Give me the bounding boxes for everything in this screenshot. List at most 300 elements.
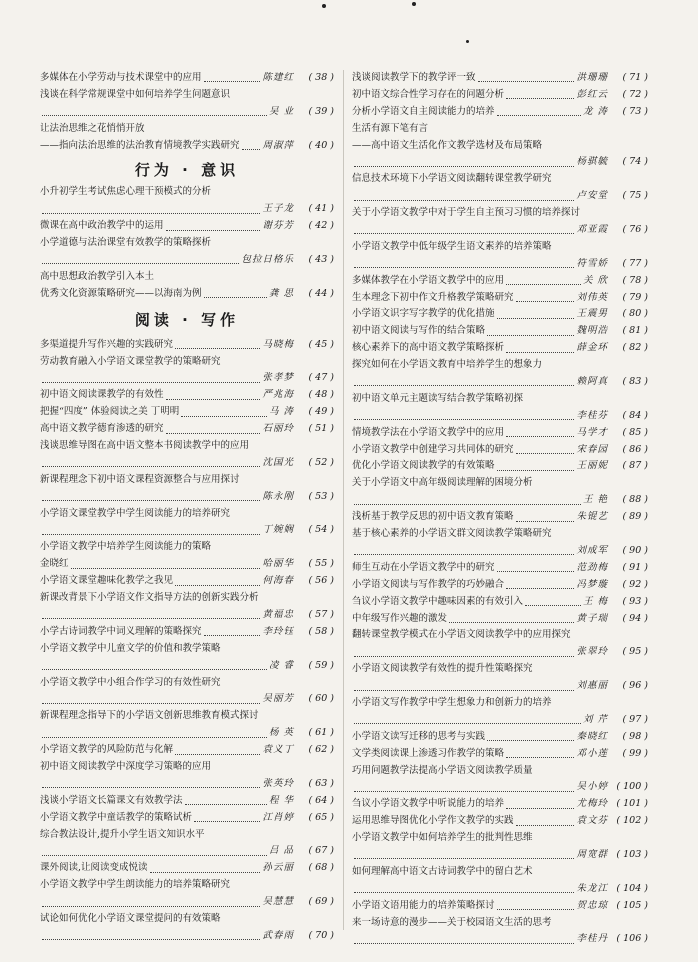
toc-entry (40, 759, 334, 793)
toc-line (352, 104, 648, 121)
author-name: 范劲梅 (576, 561, 608, 573)
dot-leader (166, 425, 261, 435)
toc-entry (352, 661, 648, 695)
page-number: ( 94 ) (622, 612, 648, 624)
article-title: 小学古诗词教学中词义理解的策略探究 (40, 625, 202, 637)
print-speck (412, 2, 416, 6)
article-title: 试论如何优化小学语文课堂提问的有效策略 (40, 912, 221, 924)
dot-leader (354, 648, 574, 658)
toc-line (40, 104, 334, 121)
dot-leader (354, 783, 574, 793)
author-name: 周宽群 (576, 848, 608, 860)
toc-entry (40, 337, 334, 354)
toc-line (40, 70, 334, 87)
author-name: 马学才 (576, 426, 608, 438)
toc-entry (40, 641, 334, 675)
author-name: 关 欣 (582, 274, 608, 286)
page-number: ( 87 ) (622, 460, 648, 472)
article-title: 小学语文阅读与写作教学的巧妙融合 (352, 578, 505, 590)
toc-line (40, 624, 334, 641)
author-name: 邓亚霞 (576, 224, 608, 236)
article-title: 小学语文语用能力的培养策略探讨 (352, 899, 495, 911)
toc-entry (352, 205, 648, 239)
dot-leader (42, 610, 260, 620)
dot-leader (354, 546, 574, 556)
toc-line (40, 472, 334, 489)
page-number: ( 81 ) (622, 325, 648, 337)
toc-entry (40, 269, 334, 303)
author-name: 王震男 (576, 308, 608, 320)
dot-leader (497, 310, 575, 320)
toc-entry (352, 391, 648, 425)
toc-entry (352, 121, 648, 172)
dot-leader (204, 73, 261, 83)
article-title: 小学语文教学中童话教学的策略试析 (40, 811, 193, 823)
article-title: 基于核心素养的小学语文群文阅读教学策略研究 (352, 528, 552, 540)
toc-line (40, 691, 334, 708)
author-name: 袁文芬 (576, 815, 608, 827)
toc-line (352, 915, 648, 932)
toc-line (352, 779, 648, 796)
toc-entry (352, 104, 648, 121)
article-title: 关于小学语文中高年级阅读理解的困境分析 (352, 477, 533, 489)
toc-entry (40, 354, 334, 388)
dot-leader (506, 580, 574, 590)
dot-leader (42, 492, 260, 502)
toc-entry (352, 594, 648, 611)
page-number: ( 48 ) (308, 389, 334, 401)
article-title: 小学语文教学中低年级学生语文素养的培养策略 (352, 240, 552, 252)
toc-line (40, 590, 334, 607)
toc-entry (352, 87, 648, 104)
toc-line (352, 847, 648, 864)
author-name: 杨骐毓 (576, 156, 608, 168)
author-name: 彭红云 (576, 88, 608, 100)
toc-entry (40, 573, 334, 590)
toc-line (352, 695, 648, 712)
print-speck (466, 40, 469, 43)
dot-leader (506, 344, 574, 354)
toc-line (40, 235, 334, 252)
dot-leader (175, 340, 260, 350)
toc-line (40, 810, 334, 827)
page-number: ( 69 ) (308, 896, 334, 908)
toc-line (40, 539, 334, 556)
author-name: 赖阿真 (576, 376, 608, 388)
page-number: ( 39 ) (308, 105, 334, 117)
toc-entry (40, 70, 334, 87)
author-name: 贺忠琼 (576, 899, 608, 911)
page-number: ( 88 ) (622, 494, 648, 506)
dot-leader (516, 513, 575, 523)
article-title: 小学语文识字写字教学的优化措施 (352, 308, 495, 320)
page-number: ( 99 ) (622, 747, 648, 759)
toc-line (352, 543, 648, 560)
author-name: 马晓梅 (262, 338, 294, 350)
page-number: ( 106 ) (616, 933, 648, 945)
toc-line (352, 188, 648, 205)
section-title-behavior: 行为 · 意识 (134, 160, 240, 179)
author-name: 王 梅 (582, 595, 608, 607)
article-title: 探究如何在小学语文教育中培养学生的想象力 (352, 359, 543, 371)
toc-line (40, 489, 334, 506)
dot-leader (166, 222, 261, 232)
toc-line (40, 522, 334, 539)
article-title: 综合教法设计,提升小学生语文知识水平 (40, 828, 205, 840)
toc-line (352, 627, 648, 644)
article-title: 小学语文阅读教学有效性的提升性策略探究 (352, 663, 533, 675)
page-number: ( 71 ) (622, 72, 648, 83)
toc-entry (40, 121, 334, 155)
page-number: ( 41 ) (308, 203, 334, 215)
author-name: 吕 品 (268, 845, 294, 857)
page-number: ( 57 ) (308, 608, 334, 620)
author-name: 程 华 (268, 794, 294, 806)
article-title: 新课改背景下小学语文作文指导方法的创新实践分析 (40, 592, 259, 604)
toc-line (352, 154, 648, 171)
dot-leader (506, 800, 574, 810)
toc-line (40, 269, 334, 286)
page-number: ( 96 ) (622, 680, 648, 692)
dot-leader (42, 661, 267, 671)
toc-entry (40, 675, 334, 709)
author-name: 沈国光 (262, 456, 294, 468)
toc-entry (352, 273, 648, 290)
toc-entry (40, 438, 334, 472)
author-name: 张翠玲 (576, 646, 608, 658)
toc-entry (352, 442, 648, 459)
dot-leader (354, 682, 574, 692)
dot-leader (42, 847, 267, 857)
article-title: 文学类阅读课上渗透习作教学的策略 (352, 747, 505, 759)
author-name: 丁婉娴 (262, 524, 294, 536)
article-title: 让法治思维之花悄悄开放 (40, 122, 145, 134)
toc-entry (40, 624, 334, 641)
toc-line (352, 442, 648, 459)
toc-line (40, 421, 334, 438)
toc-entry (352, 611, 648, 628)
page-number: ( 72 ) (622, 88, 648, 100)
toc-line (352, 729, 648, 746)
article-title: 高中思想政治教学引入本土 (40, 270, 155, 282)
page-number: ( 44 ) (308, 287, 334, 299)
toc-entry (352, 171, 648, 205)
group-2 (40, 184, 334, 302)
toc-line (352, 509, 648, 526)
toc-line (40, 742, 334, 759)
article-subtitle: ——指向法治思维的法治教育情境教学实践研究 (40, 139, 240, 151)
page-number: ( 56 ) (308, 575, 334, 587)
article-title: 关于小学语文教学中对于学生自主预习习惯的培养探讨 (352, 207, 581, 219)
toc-line (352, 239, 648, 256)
toc-line (40, 877, 334, 894)
author-name: 卢安堂 (576, 190, 608, 202)
article-title: 小学语文教学中创建学习共同体的研究 (352, 443, 514, 455)
dot-leader (487, 327, 574, 337)
page-number: ( 74 ) (622, 156, 648, 168)
page-number: ( 75 ) (622, 190, 648, 202)
toc-entry (352, 864, 648, 898)
toc-entry (352, 813, 648, 830)
author-name: 谢芬芳 (262, 220, 294, 232)
author-name: 凌 睿 (268, 659, 294, 671)
group-3 (40, 337, 334, 945)
article-title: 初中语文单元主题读写结合教学策略初探 (352, 392, 524, 404)
group-1 (40, 70, 334, 154)
author-name: 符雪娇 (576, 257, 608, 269)
dot-leader (42, 779, 260, 789)
toc-line (352, 340, 648, 357)
toc-line (40, 252, 334, 269)
article-title: 浅谈阅读教学下的教学评一致 (352, 72, 476, 83)
author-name: 张孝梦 (262, 372, 294, 384)
toc-line (352, 306, 648, 323)
dot-leader (516, 817, 575, 827)
toc-entry (40, 387, 334, 404)
dot-leader (497, 462, 575, 472)
toc-entry (352, 898, 648, 915)
author-name: 吴小婷 (576, 781, 608, 793)
toc-line (40, 894, 334, 911)
toc-line (40, 218, 334, 235)
page-number: ( 80 ) (622, 308, 648, 320)
toc-line (40, 607, 334, 624)
toc-entry (40, 911, 334, 945)
author-name: 陈永刚 (262, 490, 294, 502)
author-name: 马 涛 (268, 406, 294, 418)
page-number: ( 38 ) (308, 72, 334, 83)
author-name: 洪珊珊 (576, 72, 608, 83)
page-number: ( 63 ) (308, 777, 334, 789)
dot-leader (497, 563, 575, 573)
toc-entry (352, 70, 648, 87)
dot-leader (175, 577, 260, 587)
toc-entry (352, 340, 648, 357)
article-title: 小学语文课堂趣味化教学之我见 (40, 575, 174, 587)
page-number: ( 52 ) (308, 456, 334, 468)
dot-leader (354, 850, 574, 860)
dot-leader (242, 141, 261, 151)
article-title: 小学语文课堂教学中学生阅读能力的培养研究 (40, 507, 231, 519)
toc-line (40, 121, 334, 138)
page-number: ( 89 ) (622, 511, 648, 523)
toc-line (40, 455, 334, 472)
page-number: ( 82 ) (622, 342, 648, 354)
toc-line (40, 911, 334, 928)
page-number: ( 105 ) (616, 899, 648, 911)
toc-line (40, 354, 334, 371)
dot-leader (42, 526, 260, 536)
article-title: 小升初学生考试焦虑心理干预模式的分析 (40, 186, 212, 198)
page-number: ( 64 ) (308, 794, 334, 806)
article-title: 信息技术环境下小学语文阅读翻转课堂教学研究 (352, 173, 552, 185)
toc-entry (40, 404, 334, 421)
page-number: ( 70 ) (308, 929, 334, 941)
toc-entry (40, 472, 334, 506)
dot-leader (42, 205, 260, 215)
dot-leader (506, 428, 574, 438)
article-title: 小学语文教学中培养学生阅读能力的策略 (40, 541, 212, 553)
toc-entry (352, 475, 648, 509)
print-speck (322, 4, 326, 8)
toc-line (352, 763, 648, 780)
author-name: 冯梦璇 (576, 578, 608, 590)
author-name: 石丽玲 (262, 423, 294, 435)
author-name: 包拉日格乐 (241, 254, 294, 266)
page-number: ( 83 ) (622, 376, 648, 388)
dot-leader (478, 73, 575, 83)
author-name: 袁义丁 (262, 744, 294, 756)
toc-entry (40, 539, 334, 573)
toc-line (352, 138, 648, 155)
page-number: ( 58 ) (308, 625, 334, 637)
author-name: 魏明浩 (576, 325, 608, 337)
left-column (40, 70, 334, 945)
article-title: 浅谈在科学常规课堂中如何培养学生问题意识 (40, 88, 231, 100)
toc-line (352, 290, 648, 307)
article-title: 小学语文教学中小组合作学习的有效性研究 (40, 676, 221, 688)
toc-line (40, 776, 334, 793)
dot-leader (354, 496, 581, 506)
page-number: ( 40 ) (308, 139, 334, 151)
page-number: ( 68 ) (308, 862, 334, 874)
toc-line (352, 273, 648, 290)
author-name: 吴 业 (268, 105, 294, 117)
author-name: 哈丽华 (262, 558, 294, 570)
author-name: 张英玲 (262, 777, 294, 789)
author-name: 严兆海 (262, 389, 294, 401)
dot-leader (42, 729, 267, 739)
dot-leader (497, 107, 581, 117)
toc-line (352, 391, 648, 408)
article-title: 如何理解高中语文古诗词教学中的留白艺术 (352, 865, 533, 877)
toc-line (352, 492, 648, 509)
author-name: 陈建红 (262, 72, 294, 83)
dot-leader (354, 935, 574, 945)
article-title: 来一场诗意的漫步——关于校园语文生活的思考 (352, 916, 552, 928)
article-title: 初中语文阅读教学中深度学习策略的应用 (40, 760, 212, 772)
article-title: 多渠道提升写作兴趣的实践研究 (40, 338, 174, 350)
article-title: 生活有源下笔有言 (352, 122, 429, 134)
article-title: 小学语文读写迁移的思考与实践 (352, 730, 486, 742)
dot-leader (449, 614, 574, 624)
toc-line (352, 256, 648, 273)
author-name: 刘伟英 (576, 291, 608, 303)
page-number: ( 97 ) (622, 713, 648, 725)
article-title: 把握“四度” 体验阅读之美 丁明明 (40, 406, 180, 418)
page-number: ( 73 ) (622, 105, 648, 117)
toc-line (40, 573, 334, 590)
page-number: ( 59 ) (308, 659, 334, 671)
author-name: 邓小莲 (576, 747, 608, 759)
toc-line (352, 678, 648, 695)
toc-line (40, 404, 334, 421)
toc-entry (40, 184, 334, 218)
article-title: 小学语文教学中如何培养学生的批判性思维 (352, 832, 533, 844)
author-name: 龙 涛 (582, 105, 608, 117)
page-number: ( 47 ) (308, 372, 334, 384)
toc-line (40, 725, 334, 742)
dot-leader (150, 864, 261, 874)
page-number: ( 103 ) (616, 848, 648, 860)
toc-line (40, 201, 334, 218)
toc-entry (352, 509, 648, 526)
author-name: 王子龙 (262, 203, 294, 215)
toc-entry (40, 235, 334, 269)
article-title: 劳动教育融入小学语文课堂教学的策略研究 (40, 355, 221, 367)
page-number: ( 78 ) (622, 274, 648, 286)
author-name: 吴慧慧 (262, 896, 294, 908)
author-name: 龚 思 (268, 287, 294, 299)
author-name: 薛金环 (576, 342, 608, 354)
article-title: 生本理念下初中作文升格教学策略研究 (352, 291, 514, 303)
toc-line (352, 712, 648, 729)
toc-line (352, 898, 648, 915)
toc-line (352, 121, 648, 138)
article-title: 多媒体教学在小学语文教学中的应用 (352, 274, 505, 286)
page-number: ( 60 ) (308, 693, 334, 705)
article-title: 优化小学语文阅读教学的有效策略 (352, 460, 495, 472)
toc-line (40, 506, 334, 523)
toc-line (352, 577, 648, 594)
page-number: ( 61 ) (308, 727, 334, 739)
toc-line (352, 323, 648, 340)
toc-line (352, 357, 648, 374)
toc-line (40, 759, 334, 776)
page-number: ( 77 ) (622, 257, 648, 269)
right-column (352, 70, 648, 948)
dot-leader (354, 884, 574, 894)
toc-line (40, 641, 334, 658)
toc-entry (40, 708, 334, 742)
article-title: 核心素养下的高中语文教学策略探析 (352, 342, 505, 354)
toc-line (40, 860, 334, 877)
dot-leader (487, 732, 574, 742)
toc-entry (352, 695, 648, 729)
article-title: 巧用问题教学法提高小学语文阅读教学质量 (352, 764, 533, 776)
toc-line (40, 184, 334, 201)
toc-entry (40, 877, 334, 911)
dot-leader (42, 374, 260, 384)
author-name: 李桂芬 (576, 409, 608, 421)
page-number: ( 62 ) (308, 744, 334, 756)
section-title-reading: 阅读 · 写作 (134, 311, 240, 330)
toc-entry (40, 810, 334, 827)
toc-entry (352, 915, 648, 949)
article-title: 多媒体在小学劳动与技术课堂中的应用 (40, 72, 202, 83)
article-title: 分析小学语文自主阅读能力的培养 (352, 105, 495, 117)
toc-entry (40, 590, 334, 624)
toc-entry (352, 425, 648, 442)
author-name: 周淑萍 (262, 139, 294, 151)
toc-entry (40, 218, 334, 235)
toc-entry (40, 860, 334, 877)
toc-line (40, 438, 334, 455)
toc-line (40, 793, 334, 810)
toc-entry (352, 357, 648, 391)
toc-line (40, 370, 334, 387)
page-number: ( 54 ) (308, 524, 334, 536)
dot-leader (354, 377, 574, 387)
dot-leader (525, 597, 581, 607)
article-title: 初中语文综合性学习存在的问题分析 (352, 88, 505, 100)
author-name: 宋春园 (576, 443, 608, 455)
toc-line (352, 458, 648, 475)
dot-leader (42, 107, 267, 117)
dot-leader (354, 259, 574, 269)
toc-line (352, 222, 648, 239)
toc-line (352, 796, 648, 813)
